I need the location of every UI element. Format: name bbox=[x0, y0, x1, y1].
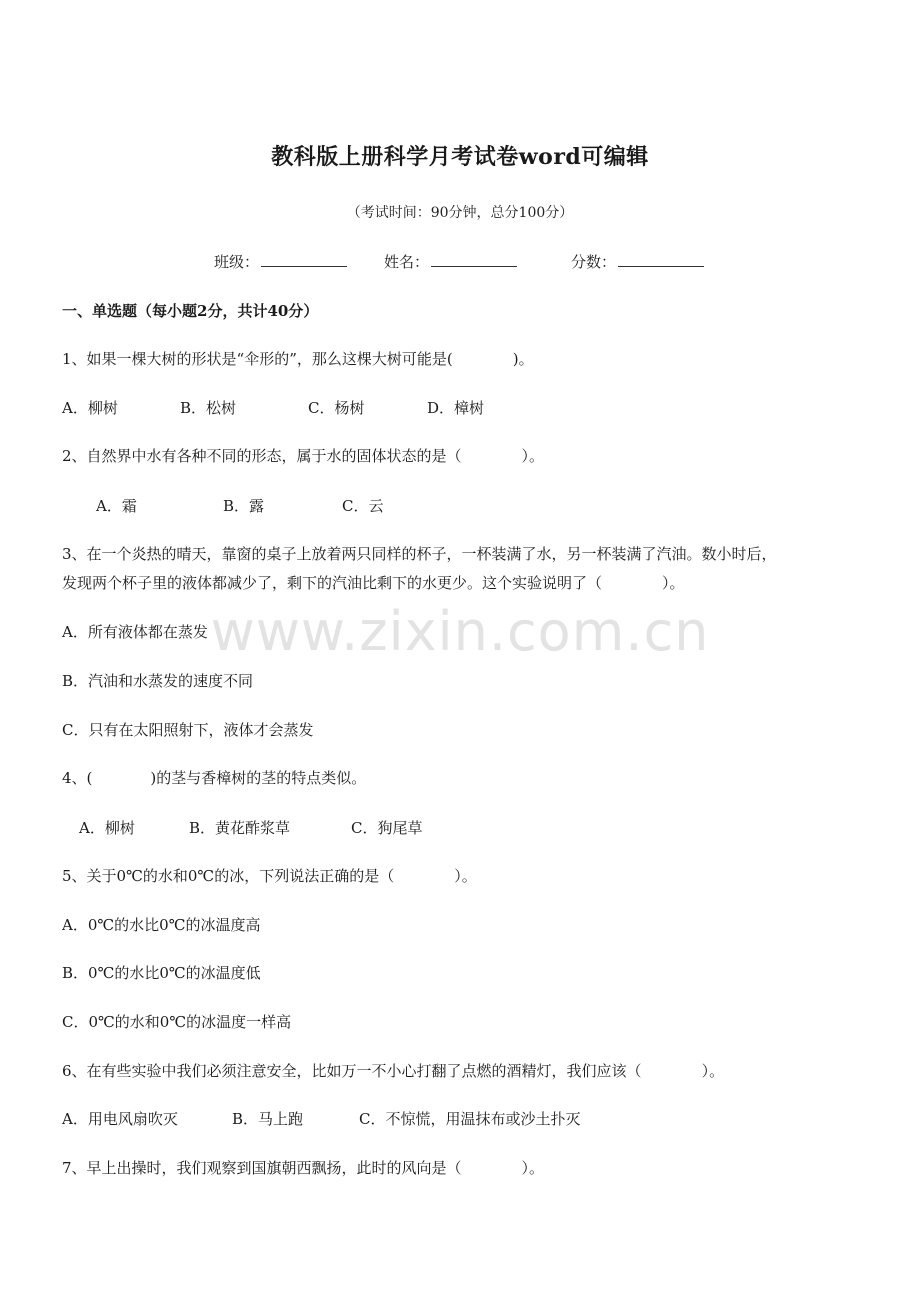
q1-option-a: A．柳树 bbox=[62, 399, 118, 417]
q1-option-b: B．松树 bbox=[180, 399, 237, 417]
score-field[interactable] bbox=[571, 251, 704, 272]
question-1-text: 1、如果一棵大树的形状是“伞形的”，那么这棵大树可能是( bbox=[62, 350, 453, 368]
q5-option-a: A．0℃的水比0℃的冰温度高 bbox=[62, 916, 261, 934]
q1-option-d: D．樟树 bbox=[427, 399, 485, 417]
question-3-text: 发现两个杯子里的液体都减少了，剩下的汽油比剩下的水更少。这个实验说明了（ bbox=[62, 574, 603, 592]
question-7 bbox=[62, 1157, 544, 1178]
score-label: 分数： bbox=[571, 253, 617, 271]
question-3-line-1: 3、在一个炎热的晴天，靠窗的桌子上放着两只同样的杯子，一杯装满了水，另一杯装满了汽油。数小时后， bbox=[62, 545, 777, 563]
question-6 bbox=[62, 1060, 724, 1081]
question-1-tail: )。 bbox=[512, 350, 534, 368]
q1-option-c: C．杨树 bbox=[308, 399, 365, 417]
exam-subtitle: （考试时间：90分钟，总分100分） bbox=[346, 205, 574, 221]
class-label: 班级： bbox=[214, 253, 260, 271]
q5-option-c: C．0℃的水和0℃的冰温度一样高 bbox=[62, 1013, 292, 1031]
question-6-text: 6、在有些实验中我们必须注意安全，比如万一不小心打翻了点燃的酒精灯，我们应该（ bbox=[62, 1062, 642, 1080]
question-5-text: 5、关于0℃的水和0℃的冰，下列说法正确的是（ bbox=[62, 867, 395, 885]
score-blank[interactable] bbox=[618, 252, 704, 267]
question-5 bbox=[62, 865, 477, 886]
class-field[interactable] bbox=[214, 251, 347, 272]
q3-option-b: B．汽油和水蒸发的速度不同 bbox=[62, 672, 254, 690]
question-3 bbox=[62, 540, 882, 598]
name-blank[interactable] bbox=[431, 252, 517, 267]
question-1 bbox=[62, 348, 534, 369]
watermark: www.zixin.com.cn bbox=[210, 600, 710, 663]
q6-option-a: A．用电风扇吹灭 bbox=[62, 1110, 178, 1128]
question-7-tail: ）。 bbox=[521, 1159, 545, 1177]
q2-option-b: B．露 bbox=[223, 497, 265, 515]
name-field[interactable] bbox=[384, 251, 517, 272]
q3-option-a: A．所有液体都在蒸发 bbox=[62, 623, 208, 641]
q3-option-c: C．只有在太阳照射下，液体才会蒸发 bbox=[62, 721, 314, 739]
q2-option-c: C．云 bbox=[342, 497, 384, 515]
q4-option-a: A．柳树 bbox=[79, 819, 135, 837]
q4-option-c: C．狗尾草 bbox=[351, 819, 423, 837]
question-6-tail: ）。 bbox=[701, 1062, 725, 1080]
question-4-text: )的茎与香樟树的茎的特点类似。 bbox=[150, 769, 367, 787]
q2-option-a: A．霜 bbox=[96, 497, 137, 515]
question-4-head: 4、( bbox=[62, 769, 93, 787]
q6-option-c: C．不惊慌，用温抹布或沙土扑灭 bbox=[359, 1110, 581, 1128]
name-label: 姓名： bbox=[384, 253, 430, 271]
section-heading: 一、单选题（每小题2分，共计40分） bbox=[62, 302, 319, 320]
question-4 bbox=[62, 767, 366, 788]
question-2-text: 2、自然界中水有各种不同的形态，属于水的固体状态的是（ bbox=[62, 447, 462, 465]
q6-option-b: B．马上跑 bbox=[232, 1110, 304, 1128]
question-3-tail: ）。 bbox=[662, 574, 685, 592]
question-3-line-2 bbox=[62, 569, 882, 598]
exam-title: 教科版上册科学月考试卷word可编辑 bbox=[271, 144, 649, 170]
question-2-tail: ）。 bbox=[521, 447, 545, 465]
q4-option-b: B．黄花酢浆草 bbox=[189, 819, 291, 837]
q5-option-b: B．0℃的水比0℃的冰温度低 bbox=[62, 964, 261, 982]
question-7-text: 7、早上出操时，我们观察到国旗朝西飘扬，此时的风向是（ bbox=[62, 1159, 462, 1177]
class-blank[interactable] bbox=[261, 252, 347, 267]
question-5-tail: ）。 bbox=[454, 867, 477, 885]
question-2 bbox=[62, 445, 544, 466]
